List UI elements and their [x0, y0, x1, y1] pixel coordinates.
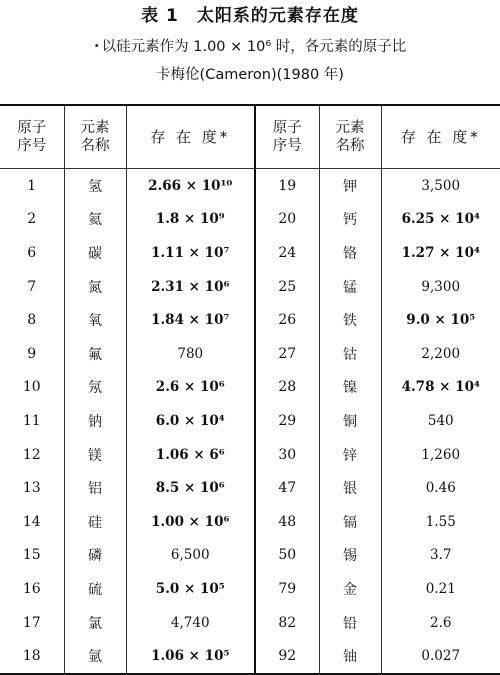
table-row: [0, 337, 500, 371]
left-atomic-number: 15: [22, 547, 41, 564]
right-atomic-number: 25: [255, 270, 319, 304]
left-atomic-number: 10: [22, 379, 41, 396]
left-abundance-value: 4,740: [126, 606, 255, 640]
left-abundance-value: 6.0 × 10⁴: [126, 404, 255, 438]
left-atomic-number: 1: [27, 177, 37, 194]
right-atomic-number: 24: [255, 236, 319, 270]
right-abundance-value: 9.0 × 10⁵: [381, 303, 500, 337]
right-abundance-value: 2.6: [381, 606, 500, 640]
subtitle-line1-text: 以硅元素作为 1.00 × 10⁶ 时，各元素的原子比: [101, 39, 407, 55]
right-atomic-number: 27: [255, 337, 319, 371]
right-element-name: 铜: [319, 404, 381, 438]
right-element-name: 铁: [319, 303, 381, 337]
table-row: [0, 371, 500, 405]
abundance-table: [0, 104, 500, 675]
left-element-name: 磷: [64, 539, 126, 573]
table-row: [0, 505, 500, 539]
left-abundance-value: 1.11 × 10⁷: [126, 236, 255, 270]
left-element-name: 碳: [64, 236, 126, 270]
right-abundance-value: 9,300: [381, 270, 500, 304]
left-atomic-number: 13: [22, 480, 41, 497]
right-atomic-number: 30: [255, 438, 319, 472]
left-atomic-number: 12: [22, 446, 41, 463]
left-atomic-number: 17: [22, 614, 41, 631]
right-abundance-value: 540: [381, 404, 500, 438]
left-element-name: 硅: [64, 505, 126, 539]
left-atomic-number: 14: [22, 513, 41, 530]
left-abundance-value: 1.06 × 10⁵: [126, 639, 255, 674]
bullet-mark: •: [93, 41, 100, 52]
right-element-name: 镍: [319, 371, 381, 405]
left-atomic-number: 18: [22, 648, 41, 665]
right-abundance-value: 1,260: [381, 438, 500, 472]
table-row: [0, 169, 500, 203]
left-element-name: 氦: [64, 203, 126, 237]
left-atomic-number: 6: [27, 244, 37, 261]
right-abundance-value: 1.27 × 10⁴: [381, 236, 500, 270]
left-abundance-value: 5.0 × 10⁵: [126, 572, 255, 606]
right-abundance-value: 0.46: [381, 471, 500, 505]
left-abundance-value: 2.6 × 10⁶: [126, 371, 255, 405]
left-atomic-number: 2: [27, 211, 37, 228]
right-atomic-number: 28: [255, 371, 319, 405]
table-row: [0, 438, 500, 472]
table-body: [0, 169, 500, 674]
left-element-name: 氩: [64, 639, 126, 674]
right-abundance-value: 3.7: [381, 539, 500, 573]
right-abundance-value: 2,200: [381, 337, 500, 371]
table-row: [0, 270, 500, 304]
right-element-name: 钙: [319, 203, 381, 237]
table-header-row: [0, 105, 500, 169]
left-abundance-value: 1.00 × 10⁶: [126, 505, 255, 539]
right-atomic-number: 79: [255, 572, 319, 606]
right-atomic-number: 47: [255, 471, 319, 505]
header-abundance-right: 存 在 度*: [381, 105, 500, 169]
left-abundance-value: 2.31 × 10⁶: [126, 270, 255, 304]
right-atomic-number: 19: [255, 169, 319, 203]
left-abundance-value: 1.84 × 10⁷: [126, 303, 255, 337]
right-element-name: 铅: [319, 606, 381, 640]
left-atomic-number: 7: [27, 278, 37, 295]
table-row: [0, 203, 500, 237]
header-element-name-right: 元素 名称: [319, 105, 381, 169]
table-row: [0, 303, 500, 337]
header-element-name: 元素 名称: [64, 105, 126, 169]
right-element-name: 锌: [319, 438, 381, 472]
table-row: [0, 539, 500, 573]
right-atomic-number: 50: [255, 539, 319, 573]
right-element-name: 镉: [319, 505, 381, 539]
left-element-name: 氢: [64, 169, 126, 203]
left-element-name: 铝: [64, 471, 126, 505]
left-element-name: 氟: [64, 337, 126, 371]
header-atomic-number-right: 原子 序号: [255, 105, 319, 169]
right-atomic-number: 29: [255, 404, 319, 438]
left-abundance-value: 1.8 × 10⁹: [126, 203, 255, 237]
left-abundance-value: 780: [126, 337, 255, 371]
right-abundance-value: 0.027: [381, 639, 500, 674]
right-atomic-number: 20: [255, 203, 319, 237]
right-abundance-value: 1.55: [381, 505, 500, 539]
right-abundance-value: 3,500: [381, 169, 500, 203]
left-element-name: 氧: [64, 303, 126, 337]
left-abundance-value: 8.5 × 10⁶: [126, 471, 255, 505]
right-element-name: 钴: [319, 337, 381, 371]
table-subtitle-line2: 卡梅伦(Cameron)(1980 年): [156, 67, 344, 83]
left-element-name: 钠: [64, 404, 126, 438]
left-element-name: 氮: [64, 270, 126, 304]
table-row: [0, 471, 500, 505]
right-atomic-number: 26: [255, 303, 319, 337]
right-element-name: 金: [319, 572, 381, 606]
right-atomic-number: 48: [255, 505, 319, 539]
right-abundance-value: 0.21: [381, 572, 500, 606]
right-element-name: 银: [319, 471, 381, 505]
right-atomic-number: 92: [255, 639, 319, 674]
table-row: [0, 606, 500, 640]
left-atomic-number: 11: [22, 412, 41, 429]
right-element-name: 锡: [319, 539, 381, 573]
table-row: [0, 404, 500, 438]
left-atomic-number: 8: [27, 312, 37, 329]
right-atomic-number: 82: [255, 606, 319, 640]
right-element-name: 铬: [319, 236, 381, 270]
left-element-name: 氯: [64, 606, 126, 640]
right-element-name: 钾: [319, 169, 381, 203]
header-atomic-number: 原子 序号: [0, 105, 64, 169]
table-row: [0, 639, 500, 674]
table-subtitle-line1: [0, 34, 500, 60]
left-abundance-value: 6,500: [126, 539, 255, 573]
left-element-name: 硫: [64, 572, 126, 606]
right-element-name: 锰: [319, 270, 381, 304]
table-row: [0, 236, 500, 270]
table-title: 表 1 太阳系的元素存在度: [141, 6, 359, 26]
left-abundance-value: 1.06 × 6⁶: [126, 438, 255, 472]
right-abundance-value: 6.25 × 10⁴: [381, 203, 500, 237]
left-element-name: 镁: [64, 438, 126, 472]
left-atomic-number: 9: [27, 345, 37, 362]
table-row: [0, 572, 500, 606]
left-atomic-number: 16: [22, 580, 41, 597]
header-abundance: 存 在 度*: [126, 105, 255, 169]
left-abundance-value: 2.66 × 10¹⁰: [126, 169, 255, 203]
right-abundance-value: 4.78 × 10⁴: [381, 371, 500, 405]
left-element-name: 氖: [64, 371, 126, 405]
right-element-name: 铀: [319, 639, 381, 674]
